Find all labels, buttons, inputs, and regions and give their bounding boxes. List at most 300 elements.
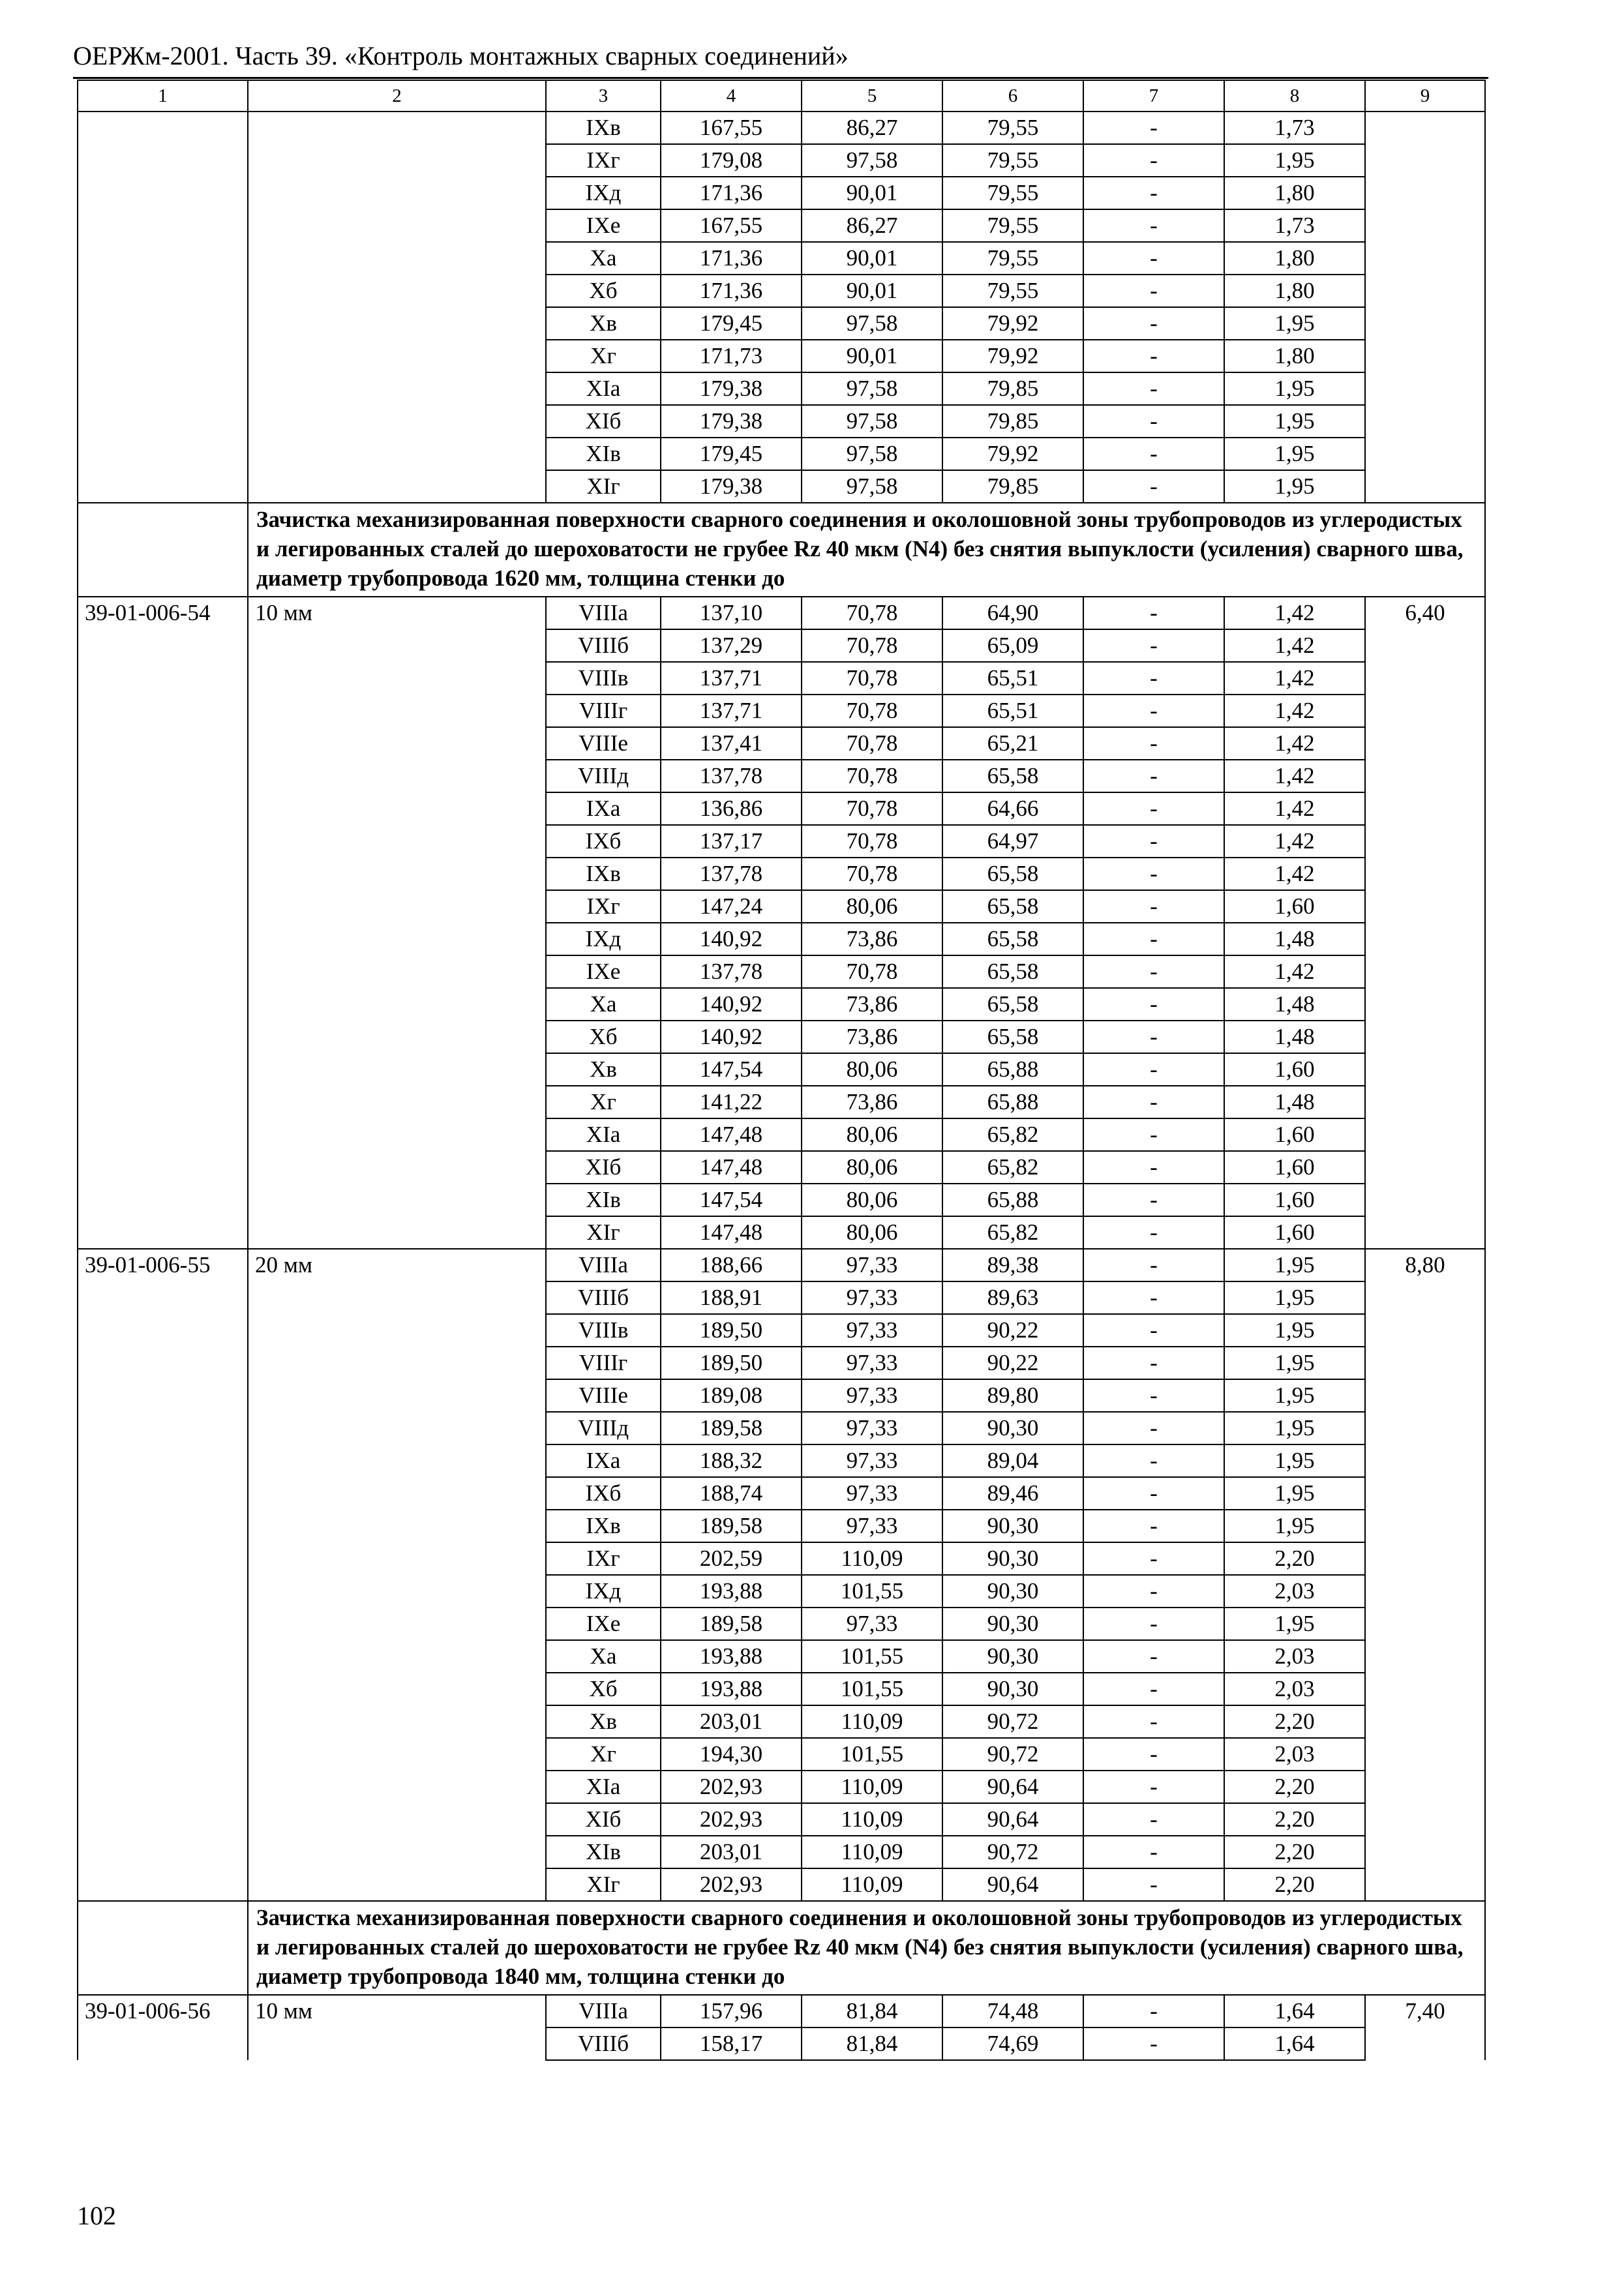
labor-hours: 1,42 [1224, 858, 1365, 890]
materials-cost: - [1083, 727, 1224, 760]
machine-cost: 64,90 [942, 597, 1083, 629]
rate-code [78, 307, 248, 340]
machine-hours [1365, 112, 1485, 144]
labor-cost: 86,27 [802, 112, 942, 144]
rate-code [78, 890, 248, 923]
labor-cost: 97,33 [802, 1608, 942, 1640]
labor-hours: 1,48 [1224, 988, 1365, 1021]
labor-cost: 110,09 [802, 1771, 942, 1803]
materials-cost: - [1083, 177, 1224, 209]
total-cost: 140,92 [661, 988, 802, 1021]
table-row [78, 2027, 1485, 2060]
labor-hours: 1,95 [1224, 1412, 1365, 1444]
zone: VIIIа [546, 597, 661, 629]
zone: XIб [546, 1151, 661, 1184]
rate-code [78, 1803, 248, 1836]
wall-thickness [248, 1444, 546, 1477]
total-cost: 194,30 [661, 1738, 802, 1771]
labor-hours: 1,95 [1224, 1249, 1365, 1281]
table-row [78, 1444, 1485, 1477]
labor-hours: 1,95 [1224, 1379, 1365, 1412]
materials-cost: - [1083, 1151, 1224, 1184]
total-cost: 140,92 [661, 1021, 802, 1053]
zone: Xа [546, 242, 661, 275]
total-cost: 137,78 [661, 955, 802, 988]
machine-cost: 79,85 [942, 372, 1083, 405]
materials-cost: - [1083, 923, 1224, 955]
total-cost: 179,08 [661, 144, 802, 177]
rate-code [78, 629, 248, 662]
labor-hours: 1,95 [1224, 1347, 1365, 1379]
machine-hours [1365, 988, 1485, 1021]
machine-hours [1365, 1151, 1485, 1184]
zone: IXа [546, 1444, 661, 1477]
machine-cost: 64,97 [942, 825, 1083, 858]
rate-code [78, 695, 248, 727]
table-row [78, 1705, 1485, 1738]
machine-hours [1365, 1053, 1485, 1086]
machine-hours [1365, 2027, 1485, 2060]
wall-thickness [248, 470, 546, 503]
labor-hours: 2,03 [1224, 1673, 1365, 1705]
labor-hours: 2,20 [1224, 1771, 1365, 1803]
table-body [78, 80, 1485, 2060]
wall-thickness [248, 112, 546, 144]
rate-code [78, 1477, 248, 1510]
table-row [78, 695, 1485, 727]
zone: XIб [546, 1803, 661, 1836]
rate-code [78, 1738, 248, 1771]
wall-thickness [248, 1608, 546, 1640]
materials-cost: - [1083, 1118, 1224, 1151]
labor-hours: 1,48 [1224, 1021, 1365, 1053]
materials-cost: - [1083, 1412, 1224, 1444]
total-cost: 189,58 [661, 1510, 802, 1542]
column-number-row [78, 80, 1485, 112]
machine-hours [1365, 1771, 1485, 1803]
total-cost: 189,50 [661, 1314, 802, 1347]
machine-hours [1365, 1510, 1485, 1542]
table-row [78, 1053, 1485, 1086]
table-row [78, 242, 1485, 275]
wall-thickness [248, 988, 546, 1021]
wall-thickness [248, 1836, 546, 1868]
materials-cost: - [1083, 858, 1224, 890]
materials-cost: - [1083, 597, 1224, 629]
machine-hours [1365, 1184, 1485, 1216]
labor-hours: 1,95 [1224, 1608, 1365, 1640]
rate-code [78, 177, 248, 209]
machine-hours [1365, 1640, 1485, 1673]
section-description-row [78, 503, 1485, 597]
section-code-blank [78, 503, 248, 597]
total-cost: 157,96 [661, 1995, 802, 2027]
rate-code [78, 792, 248, 825]
labor-hours: 1,48 [1224, 1086, 1365, 1118]
wall-thickness [248, 1542, 546, 1575]
total-cost: 188,74 [661, 1477, 802, 1510]
rate-code: 39-01-006-54 [78, 597, 248, 629]
wall-thickness [248, 890, 546, 923]
table-row [78, 340, 1485, 372]
machine-cost: 65,21 [942, 727, 1083, 760]
wall-thickness [248, 1673, 546, 1705]
machine-cost: 90,72 [942, 1705, 1083, 1738]
rate-code [78, 1705, 248, 1738]
table-row [78, 470, 1485, 503]
wall-thickness [248, 1021, 546, 1053]
rate-code [78, 275, 248, 307]
machine-cost: 89,80 [942, 1379, 1083, 1412]
machine-hours [1365, 1575, 1485, 1608]
machine-hours [1365, 1738, 1485, 1771]
table-row [78, 1575, 1485, 1608]
materials-cost: - [1083, 1575, 1224, 1608]
table-row [78, 890, 1485, 923]
machine-hours [1365, 1118, 1485, 1151]
machine-hours [1365, 405, 1485, 438]
table-row [78, 988, 1485, 1021]
machine-hours [1365, 825, 1485, 858]
zone: VIIIе [546, 727, 661, 760]
labor-cost: 101,55 [802, 1640, 942, 1673]
machine-cost: 89,38 [942, 1249, 1083, 1281]
machine-hours [1365, 662, 1485, 695]
wall-thickness [248, 1184, 546, 1216]
labor-cost: 97,58 [802, 144, 942, 177]
column-number: 8 [1224, 80, 1365, 112]
zone: VIIIв [546, 662, 661, 695]
table-row [78, 662, 1485, 695]
materials-cost: - [1083, 1608, 1224, 1640]
zone: VIIIг [546, 695, 661, 727]
materials-cost: - [1083, 1477, 1224, 1510]
labor-cost: 97,33 [802, 1379, 942, 1412]
total-cost: 171,36 [661, 242, 802, 275]
zone: IXг [546, 144, 661, 177]
rate-code [78, 1021, 248, 1053]
total-cost: 188,91 [661, 1281, 802, 1314]
zone: IXд [546, 177, 661, 209]
labor-hours: 1,80 [1224, 177, 1365, 209]
machine-hours [1365, 209, 1485, 242]
materials-cost: - [1083, 1738, 1224, 1771]
labor-cost: 70,78 [802, 858, 942, 890]
zone: IXб [546, 825, 661, 858]
machine-cost: 79,55 [942, 112, 1083, 144]
column-number: 4 [661, 80, 802, 112]
labor-hours: 1,60 [1224, 1151, 1365, 1184]
materials-cost: - [1083, 1803, 1224, 1836]
wall-thickness [248, 1379, 546, 1412]
zone: Xв [546, 1705, 661, 1738]
zone: IXе [546, 209, 661, 242]
wall-thickness [248, 177, 546, 209]
wall-thickness [248, 955, 546, 988]
header-rule [73, 77, 1488, 79]
labor-hours: 2,20 [1224, 1868, 1365, 1901]
labor-cost: 101,55 [802, 1738, 942, 1771]
machine-hours [1365, 275, 1485, 307]
labor-cost: 80,06 [802, 1151, 942, 1184]
table-row [78, 923, 1485, 955]
materials-cost: - [1083, 1347, 1224, 1379]
table-row [78, 727, 1485, 760]
machine-hours [1365, 923, 1485, 955]
total-cost: 167,55 [661, 209, 802, 242]
rate-code [78, 1151, 248, 1184]
wall-thickness: 10 мм [248, 597, 546, 629]
zone: Xб [546, 275, 661, 307]
table-row [78, 629, 1485, 662]
zone: XIв [546, 1836, 661, 1868]
column-number: 5 [802, 80, 942, 112]
machine-hours [1365, 470, 1485, 503]
wall-thickness [248, 1738, 546, 1771]
zone: XIв [546, 1184, 661, 1216]
rate-code [78, 1575, 248, 1608]
machine-cost: 65,88 [942, 1053, 1083, 1086]
machine-cost: 79,92 [942, 307, 1083, 340]
wall-thickness [248, 144, 546, 177]
materials-cost: - [1083, 662, 1224, 695]
zone: VIIIд [546, 1412, 661, 1444]
machine-cost: 65,58 [942, 955, 1083, 988]
machine-hours [1365, 1347, 1485, 1379]
table-row [78, 858, 1485, 890]
machine-cost: 79,55 [942, 242, 1083, 275]
zone: XIв [546, 438, 661, 470]
wall-thickness [248, 1314, 546, 1347]
section-description: Зачистка механизированная поверхности сварного соединения и околошовной зоны трубопроводов из углеродистых и легированных сталей до шероховатости не грубее Rz 40 мкм (N4) без снятия выпуклости (усиления) сварного шва, диаметр трубопровода 1840 мм, толщина стенки до [248, 1901, 1485, 1995]
machine-hours [1365, 1021, 1485, 1053]
machine-cost: 79,85 [942, 470, 1083, 503]
rate-code [78, 1640, 248, 1673]
zone: XIа [546, 372, 661, 405]
labor-hours: 1,95 [1224, 1314, 1365, 1347]
machine-cost: 90,30 [942, 1575, 1083, 1608]
rate-code [78, 470, 248, 503]
zone: IXв [546, 112, 661, 144]
machine-hours [1365, 1608, 1485, 1640]
total-cost: 179,38 [661, 405, 802, 438]
labor-hours: 1,95 [1224, 372, 1365, 405]
page-number: 102 [77, 2201, 116, 2230]
labor-hours: 2,03 [1224, 1575, 1365, 1608]
labor-cost: 70,78 [802, 695, 942, 727]
zone: Xа [546, 988, 661, 1021]
zone: Xа [546, 1640, 661, 1673]
labor-cost: 110,09 [802, 1542, 942, 1575]
table-row [78, 1608, 1485, 1640]
machine-cost: 65,82 [942, 1151, 1083, 1184]
machine-cost: 79,92 [942, 438, 1083, 470]
wall-thickness [248, 340, 546, 372]
machine-hours [1365, 1542, 1485, 1575]
zone: IXе [546, 955, 661, 988]
machine-hours [1365, 1281, 1485, 1314]
labor-cost: 70,78 [802, 727, 942, 760]
labor-cost: 70,78 [802, 955, 942, 988]
machine-cost: 79,92 [942, 340, 1083, 372]
total-cost: 147,54 [661, 1053, 802, 1086]
rate-code [78, 1281, 248, 1314]
zone: VIIIа [546, 1995, 661, 2027]
rate-code [78, 1347, 248, 1379]
machine-hours [1365, 1412, 1485, 1444]
materials-cost: - [1083, 695, 1224, 727]
table-row [78, 1184, 1485, 1216]
labor-cost: 101,55 [802, 1575, 942, 1608]
wall-thickness [248, 727, 546, 760]
zone: Xв [546, 1053, 661, 1086]
table-row [78, 1216, 1485, 1249]
machine-hours [1365, 629, 1485, 662]
materials-cost: - [1083, 1444, 1224, 1477]
total-cost: 137,78 [661, 760, 802, 792]
machine-hours [1365, 1314, 1485, 1347]
materials-cost: - [1083, 144, 1224, 177]
total-cost: 137,10 [661, 597, 802, 629]
table-row [78, 1771, 1485, 1803]
table-row [78, 1021, 1485, 1053]
table-row [78, 1673, 1485, 1705]
rate-code [78, 662, 248, 695]
total-cost: 179,45 [661, 438, 802, 470]
labor-hours: 1,42 [1224, 955, 1365, 988]
total-cost: 147,48 [661, 1118, 802, 1151]
labor-hours: 1,95 [1224, 438, 1365, 470]
machine-hours [1365, 792, 1485, 825]
labor-cost: 97,33 [802, 1347, 942, 1379]
column-number: 1 [78, 80, 248, 112]
wall-thickness [248, 307, 546, 340]
machine-hours [1365, 858, 1485, 890]
materials-cost: - [1083, 1184, 1224, 1216]
rate-code [78, 1542, 248, 1575]
machine-cost: 65,58 [942, 760, 1083, 792]
wall-thickness [248, 1118, 546, 1151]
column-number: 2 [248, 80, 546, 112]
machine-cost: 90,72 [942, 1836, 1083, 1868]
materials-cost: - [1083, 1868, 1224, 1901]
labor-hours: 2,20 [1224, 1542, 1365, 1575]
labor-hours: 1,80 [1224, 275, 1365, 307]
table-row [78, 144, 1485, 177]
total-cost: 171,36 [661, 275, 802, 307]
zone: IXе [546, 1608, 661, 1640]
zone: XIг [546, 1868, 661, 1901]
total-cost: 179,45 [661, 307, 802, 340]
wall-thickness [248, 2027, 546, 2060]
labor-cost: 70,78 [802, 825, 942, 858]
labor-cost: 73,86 [802, 923, 942, 955]
materials-cost: - [1083, 340, 1224, 372]
materials-cost: - [1083, 1314, 1224, 1347]
total-cost: 189,08 [661, 1379, 802, 1412]
table-row [78, 1995, 1485, 2027]
labor-cost: 73,86 [802, 1086, 942, 1118]
materials-cost: - [1083, 955, 1224, 988]
labor-cost: 97,58 [802, 307, 942, 340]
section-description: Зачистка механизированная поверхности сварного соединения и околошовной зоны трубопроводов из углеродистых и легированных сталей до шероховатости не грубее Rz 40 мкм (N4) без снятия выпуклости (усиления) сварного шва, диаметр трубопровода 1620 мм, толщина стенки до [248, 503, 1485, 597]
rate-code [78, 144, 248, 177]
table-row [78, 1803, 1485, 1836]
labor-cost: 90,01 [802, 242, 942, 275]
machine-hours [1365, 1803, 1485, 1836]
machine-cost: 79,55 [942, 177, 1083, 209]
labor-hours: 1,95 [1224, 144, 1365, 177]
labor-cost: 70,78 [802, 760, 942, 792]
zone: Xг [546, 1086, 661, 1118]
wall-thickness [248, 1216, 546, 1249]
zone: VIIIб [546, 2027, 661, 2060]
materials-cost: - [1083, 1281, 1224, 1314]
table-row [78, 1086, 1485, 1118]
labor-cost: 110,09 [802, 1868, 942, 1901]
wall-thickness [248, 1412, 546, 1444]
wall-thickness [248, 629, 546, 662]
rate-code [78, 2027, 248, 2060]
labor-hours: 1,60 [1224, 1184, 1365, 1216]
labor-hours: 1,73 [1224, 209, 1365, 242]
rate-code [78, 858, 248, 890]
machine-hours [1365, 242, 1485, 275]
machine-cost: 65,82 [942, 1118, 1083, 1151]
labor-hours: 1,95 [1224, 1281, 1365, 1314]
wall-thickness [248, 372, 546, 405]
zone: IXа [546, 792, 661, 825]
total-cost: 137,29 [661, 629, 802, 662]
rate-code [78, 1673, 248, 1705]
wall-thickness [248, 923, 546, 955]
materials-cost: - [1083, 760, 1224, 792]
wall-thickness [248, 405, 546, 438]
total-cost: 167,55 [661, 112, 802, 144]
machine-hours [1365, 438, 1485, 470]
column-number: 6 [942, 80, 1083, 112]
zone: VIIIг [546, 1347, 661, 1379]
machine-hours: 7,40 [1365, 1995, 1485, 2027]
machine-hours [1365, 727, 1485, 760]
labor-hours: 1,60 [1224, 1053, 1365, 1086]
zone: XIг [546, 470, 661, 503]
machine-cost: 90,30 [942, 1673, 1083, 1705]
labor-hours: 1,60 [1224, 1216, 1365, 1249]
labor-cost: 110,09 [802, 1705, 942, 1738]
total-cost: 179,38 [661, 470, 802, 503]
machine-cost: 90,64 [942, 1771, 1083, 1803]
wall-thickness [248, 1053, 546, 1086]
table-row [78, 1118, 1485, 1151]
table-row [78, 955, 1485, 988]
table-row [78, 1640, 1485, 1673]
table-row [78, 1477, 1485, 1510]
rate-code [78, 438, 248, 470]
table-row [78, 372, 1485, 405]
zone: Xб [546, 1673, 661, 1705]
labor-cost: 97,33 [802, 1249, 942, 1281]
rate-code [78, 1868, 248, 1901]
machine-hours [1365, 1086, 1485, 1118]
table-row [78, 405, 1485, 438]
labor-hours: 1,80 [1224, 242, 1365, 275]
wall-thickness [248, 242, 546, 275]
labor-hours: 2,03 [1224, 1640, 1365, 1673]
machine-hours [1365, 760, 1485, 792]
machine-cost: 90,64 [942, 1803, 1083, 1836]
zone: VIIIе [546, 1379, 661, 1412]
